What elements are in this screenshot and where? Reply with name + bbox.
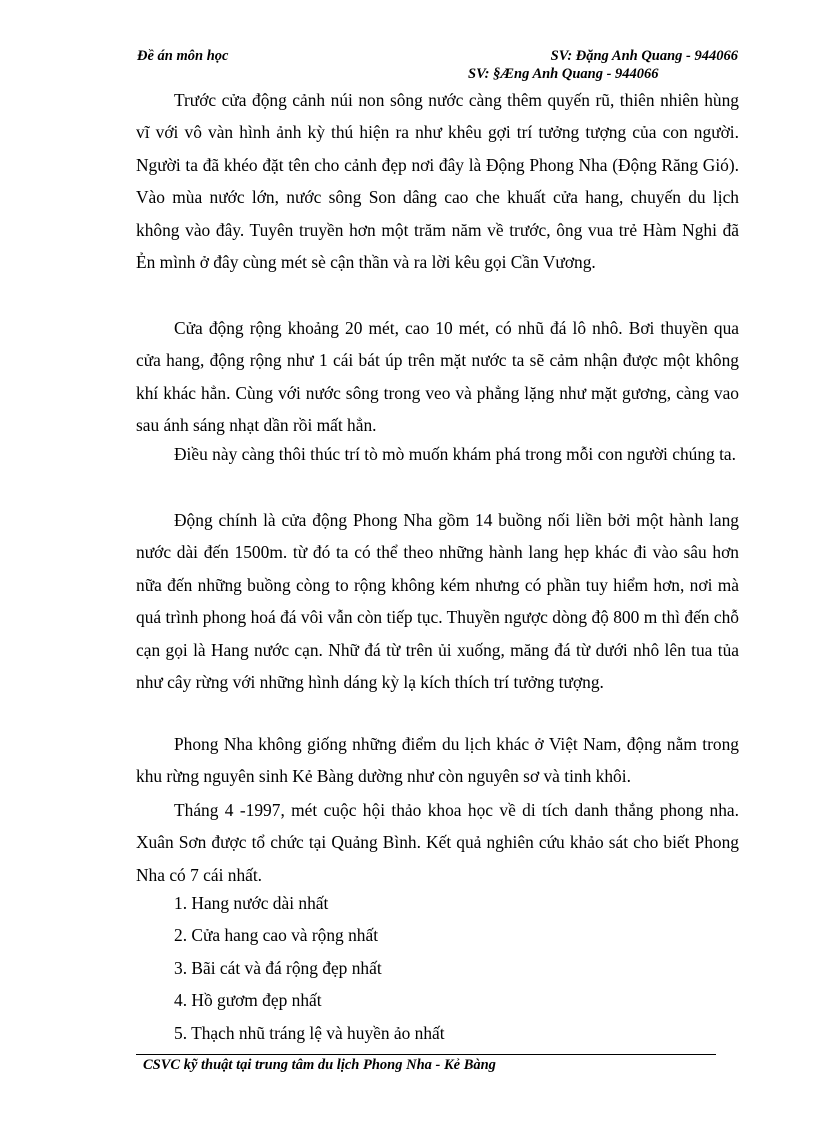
list-item: 2. Cửa hang cao và rộng nhất (174, 925, 379, 946)
paragraph-conference: Tháng 4 -1997, mét cuộc hội thảo khoa học về di tích danh thắng phong nha. Xuân Sơn được tổ chức tại Quảng Bình. Kết quả nghiên cứu khảo sát cho biết Phong Nha có 7 cái nhất. (136, 800, 739, 885)
header-student-info: SV: Đặng Anh Quang - 944066 (550, 48, 738, 64)
header-student-info-garbled: SV: §Æng Anh Quang - 944066 (468, 66, 659, 82)
list-item: 3. Bãi cát và đá rộng đẹp nhất (174, 957, 382, 978)
paragraph-curiosity: Điều này càng thôi thúc trí tò mò muốn khám phá trong mỗi con người chúng ta. (174, 444, 736, 464)
superlatives-list (174, 887, 445, 1049)
paragraph-cave-mouth: Cửa động rộng khoảng 20 mét, cao 10 mét, có nhũ đá lô nhô. Bơi thuyền qua cửa hang, động rộng như 1 cái bát úp trên mặt nước ta sẽ cảm nhận được một không khí khác hẳn. Cùng với nước sông trong veo và phẳng lặng như mặt gương, càng vao sau ánh sáng nhạt dần rồi mất hẳn. (136, 318, 739, 436)
list-item: 4. Hồ gươm đẹp nhất (174, 990, 322, 1011)
paragraph-uniqueness: Phong Nha không giống những điểm du lịch khác ở Việt Nam, động nằm trong khu rừng nguyên sinh Kẻ Bàng dường như còn nguyên sơ và tinh khôi. (136, 734, 739, 787)
list-item: 1. Hang nước dài nhất (174, 893, 329, 913)
footer-title: CSVC kỹ thuật tại trung tâm du lịch Phong Nha - Kẻ Bàng (143, 1057, 496, 1073)
footer-divider (136, 1054, 716, 1055)
list-item: 5. Thạch nhũ tráng lệ và huyền ảo nhất (174, 1022, 445, 1043)
paragraph-main-cave: Động chính là cửa động Phong Nha gồm 14 buồng nối liền bởi một hành lang nước dài đến 1500m. từ đó ta có thể theo những hành lang hẹp khác đi vào sâu hơn nữa đến những buồng còng to rộng không kém nhưng có phần tuy hiểm hơn, nơi mà quá trình phong hoá đá vôi vẫn còn tiếp tục. Thuyền ngược dòng độ 800 m thì đến chỗ cạn gọi là Hang nước cạn. Nhữ đá từ trên ủi xuống, măng đá từ dưới nhô lên tua tủa như cây rừng với những hình dáng kỳ lạ kích thích trí tưởng tượng. (136, 510, 739, 693)
header-course-title: Đề án môn học (137, 48, 229, 64)
paragraph-cave-entrance: Trước cửa động cảnh núi non sông nước càng thêm quyến rũ, thiên nhiên hùng vĩ với vô vàn hình ảnh kỳ thú hiện ra như khêu gợi trí tưởng tượng của con người. Người ta đã khéo đặt tên cho cảnh đẹp nơi đây là Động Phong Nha (Động Răng Gió). Vào mùa nước lớn, nước sông Son dâng cao che khuất cửa hang, chuyến du lịch không vào đây. Tuyên truyền hơn một trăm năm về trước, ông vua trẻ Hàm Nghi đã Ẻn mình ở đây cùng mét sè cận thần và ra lời kêu gọi Cần Vương. (136, 90, 739, 273)
